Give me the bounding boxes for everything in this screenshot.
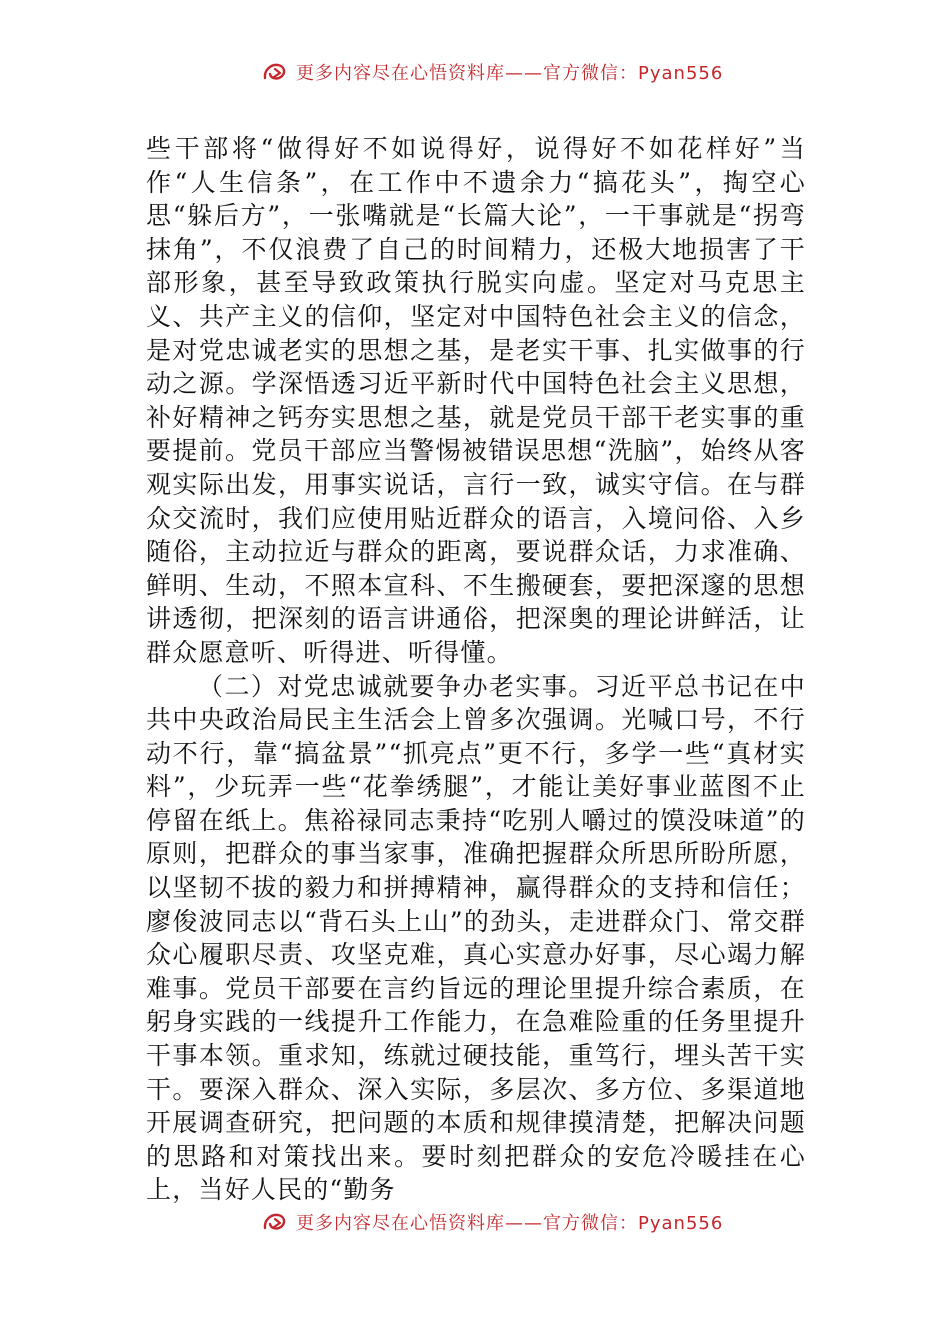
footer-watermark <box>262 1208 723 1236</box>
watermark-text: 更多内容尽在心悟资料库——官方微信：Pyan556 <box>296 1213 724 1234</box>
brand-logo-icon <box>262 1211 288 1233</box>
brand-logo-icon <box>262 61 288 83</box>
body-paragraph-2: （二）对党忠诚就要争办老实事。习近平总书记在中共中央政治局民主生活会上曾多次强调。光喊口号，不行动不行，靠“搞盆景”“抓亮点”更不行，多学一些“真材实料”，少玩弄一些“花拳绣腿”，才能让美好事业蓝图不止停留在纸上。焦裕禄同志秉持“吃别人嚼过的馍没味道”的原则，把群众的事当家事，准确把握群众所思所盼所愿，以坚韧不拔的毅力和拼搏精神，赢得群众的支持和信任；廖俊波同志以“背石头上山”的劲头，走进群众门、常交群众心履职尽责、攻坚克难，真心实意办好事，尽心竭力解难事。党员干部要在言约旨远的理论里提升综合素质，在躬身实践的一线提升工作能力，在急难险重的任务里提升干事本领。重求知，练就过硬技能，重笃行，埋头苦干实干。要深入群众、深入实际，多层次、多方位、多渠道地开展调查研究，把问题的本质和规律摸清楚，把解决问题的思路和对策找出来。要时刻把群众的安危冷暖挂在心上，当好人民的“勤务 <box>146 671 806 1205</box>
body-paragraph-1: 些干部将“做得好不如说得好，说得好不如花样好”当作“人生信条”，在工作中不遗余力“搞花头”，掏空心思“躲后方”，一张嘴就是“长篇大论”，一干事就是“拐弯抹角”，不仅浪费了自己的时间精力，还极大地损害了干部形象，甚至导致政策执行脱实向虚。坚定对马克思主义、共产主义的信仰，坚定对中国特色社会主义的信念，是对党忠诚老实的思想之基，是老实干事、扎实做事的行动之源。学深悟透习近平新时代中国特色社会主义思想，补好精神之钙夯实思想之基，就是党员干部干老实事的重要提前。党员干部应当警惕被错误思想“洗脑”，始终从客观实际出发，用事实说话，言行一致，诚实守信。在与群众交流时，我们应使用贴近群众的语言，入境问俗、入乡随俗，主动拉近与群众的距离，要说群众话，力求准确、鲜明、生动，不照本宣科、不生搬硬套，要把深邃的思想讲透彻，把深刻的语言讲通俗，把深奥的理论讲鲜活，让群众愿意听、听得进、听得懂。 <box>146 134 806 667</box>
document-body <box>146 132 806 1207</box>
header-watermark <box>262 58 723 86</box>
watermark-text: 更多内容尽在心悟资料库——官方微信：Pyan556 <box>296 63 724 84</box>
